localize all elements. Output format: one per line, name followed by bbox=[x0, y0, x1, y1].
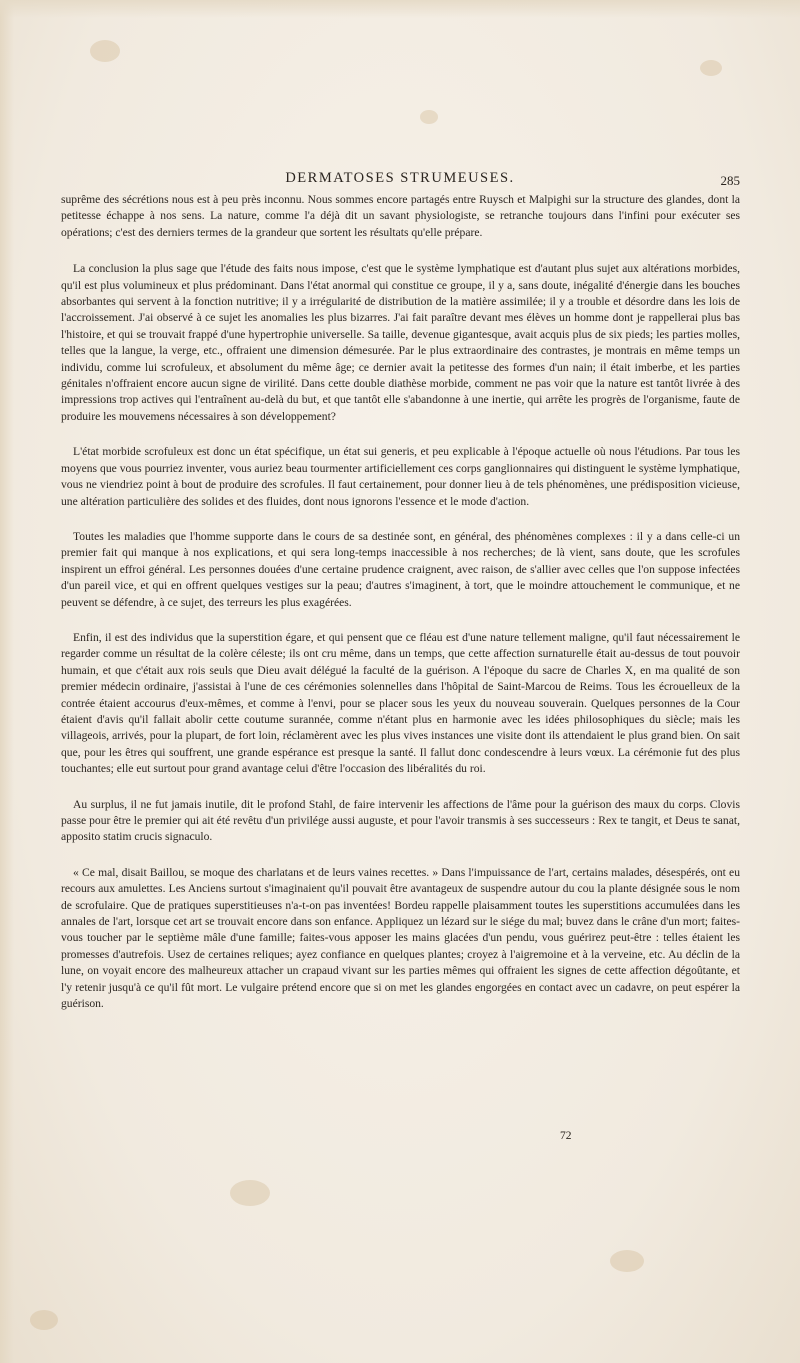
paper-stain bbox=[700, 60, 722, 76]
paragraph: Toutes les maladies que l'homme supporte dans le cours de sa destinée sont, en général, des phénomènes complexes : il y a dans celle-ci un premier fait qui manque à nos explications, et qui sera long-temps inaccessible à nos recherches; de là vient, sans doute, que les scrofules inspirent un effroi général. Les personnes douées d'une certaine prudence craignent, avec raison, de s'allier avec celles que l'on suppose infectées d'un pareil vice, et qui en offrent quelques vestiges sur la peau; d'autres s'imaginent, à tort, que le moindre attouchement le communique, et ne peuvent se défendre, à ce sujet, des terreurs les plus exagérées. bbox=[61, 529, 740, 609]
body-text bbox=[61, 192, 740, 1031]
page-number: 285 bbox=[720, 173, 740, 188]
paper-stain bbox=[30, 1310, 58, 1330]
paragraph: L'état morbide scrofuleux est donc un état spécifique, un état sui generis, et peu explicable à l'époque actuelle où nous l'étudions. Par tous les moyens que vous pourriez inventer, vous auriez beau tourmenter artificiellement ces corps ganglionnaires qui distinguent le système lymphatique, vous ne viendriez point à bout de produire des scrofules. Il faut certainement, pour donner lieu à de tels phénomènes, une prédisposition vicieuse, une altération particulière des solides et des fluides, dont nous ignorons l'essence et le mode d'action. bbox=[61, 445, 740, 508]
running-title: DERMATOSES STRUMEUSES. bbox=[285, 170, 515, 186]
paper-stain bbox=[610, 1250, 644, 1272]
paper-stain bbox=[230, 1180, 270, 1206]
paragraph: Enfin, il est des individus que la superstition égare, et qui pensent que ce fléau est d'une nature tellement maligne, qu'il faut nécessairement le regarder comme un résultat de la colère céleste; ils ont cru même, dans un temps, que cette affection surnaturelle était au-dessus de tout pouvoir humain, et que c'était aux rois seuls que Dieu avait délégué la faculté de la guérison. A l'époque du sacre de Charles X, en ma qualité de son premier médecin ordinaire, j'assistai à l'une de ces cérémonies solennelles dans l'hôpital de Saint-Marcou de Reims. Tous les écrouelleux de la contrée étaient accourus d'eux-mêmes, et comme à l'envi, pour se placer sous les yeux du nouveau souverain. Quelques personnes de la Cour étaient d'avis qu'il fallait abolir cette coutume surannée, comme n'étant plus en harmonie avec les idées philosophiques du siècle; mais les villageois, arrivés, pour la plupart, de fort loin, réclamèrent avec les plus vives instances une visite dont ils attendaient le plus grand bien. On sait que, pour les êtres qui souffrent, une grande espérance est presque la santé. Il fallut donc condescendre à leurs vœux. La cérémonie fut des plus touchantes; elle eut surtout pour grand avantage celui d'être l'occasion des libéralités du roi. bbox=[61, 630, 740, 776]
signature-mark: 72 bbox=[560, 1130, 572, 1142]
paragraph: La conclusion la plus sage que l'étude des faits nous impose, c'est que le système lymphatique est d'autant plus sujet aux altérations morbides, qu'il est plus volumineux et plus prédominant. Dans l'état anormal qui constitue ce groupe, il y a, sans doute, inégalité d'énergie dans les bouches absorbantes qui servent à la fonction nutritive; il y a irrégularité de distribution de la matière assimilée; il y a trouble et désordre dans les lois de l'accroissement. J'ai observé à ce sujet les anomalies les plus bizarres. J'ai fait paraître devant mes élèves un homme dont je rappellerai plus bas l'histoire, et qui se trouvait frappé d'une hypertrophie universelle. Sa taille, devenue gigantesque, avait acquis plus de six pieds; les parties molles, telles que la langue, la verge, etc., offraient une dimension démesurée. Par le plus extraordinaire des contrastes, je montrais en même temps un individu, comme lui scrofuleux, et absolument du même âge; ce dernier avait la petitesse des formes d'un nain; il était imberbe, et les parties génitales n'offraient encore aucun signe de virilité. Dans cette double diathèse morbide, comment ne pas voir que la nature est tantôt livrée à des impressions trop actives qui l'entraînent au-delà du but, et que tantôt elle s'abandonne à une inertie, qui arrête les progrès de l'organisme, faute de produire les mouvemens nécessaires à son développement? bbox=[61, 262, 740, 423]
paragraph: « Ce mal, disait Baillou, se moque des charlatans et de leurs vaines recettes. » Dans l'impuissance de l'art, certains malades, désespérés, ont eu recours aux amulettes. Les Anciens surtout s'imaginaient qu'il pouvait être avantageux de suspendre autour du cou la plante désignée sous le nom de scrofulaire. Que de pratiques superstitieuses n'a-t-on pas inventées! Bordeu rappelle plaisamment toutes les superstitions accumulées dans les annales de l'art, lorsque cet art se trouvait encore dans son enfance. Appliquez un lézard sur le siége du mal; buvez dans le crâne d'un mort; faites-vous toucher par le septième mâle d'une famille; faites-vous apposer les mains glacées d'un pendu, vous guérirez peut-être : telles étaient les promesses d'autrefois. Usez de certaines reliques; ayez confiance en quelques plantes; croyez à l'aigremoine et à la verveine, etc. Au déclin de la lune, on voyait encore des malheureux attacher un crapaud vivant sur les parties mêmes qui offraient les signes de cette affection dégoûtante, et l'y retenir jusqu'à ce qu'il fût mort. Le vulgaire prétend encore que si on met les glandes engorgées en contact avec un cadavre, on peut espérer la guérison. bbox=[61, 865, 740, 1011]
running-head bbox=[60, 170, 740, 190]
paragraph: Au surplus, il ne fut jamais inutile, dit le profond Stahl, de faire intervenir les affections de l'âme pour la guérison des maux du corps. Clovis passe pour être le premier qui ait été revêtu d'un privilége aussi auguste, et pour l'avoir transmis à ses successeurs : Rex te tangit, et Deus te sanat, apposito statim crucis signaculo. bbox=[61, 797, 740, 844]
paper-stain bbox=[420, 110, 438, 124]
page-top-shadow bbox=[0, 0, 800, 18]
paragraph: suprême des sécrétions nous est à peu près inconnu. Nous sommes encore partagés entre Ruysch et Malpighi sur la structure des glandes, dont la petitesse échappe à nos sens. La nature, comme l'a déjà dit un savant physiologiste, se retranche toujours dans l'infini pour exécuter ses opérations; c'est des derniers termes de la grandeur que sortent les résultats qu'elle prépare. bbox=[61, 193, 740, 239]
page-edge-shadow bbox=[0, 0, 14, 1363]
paper-stain bbox=[90, 40, 120, 62]
